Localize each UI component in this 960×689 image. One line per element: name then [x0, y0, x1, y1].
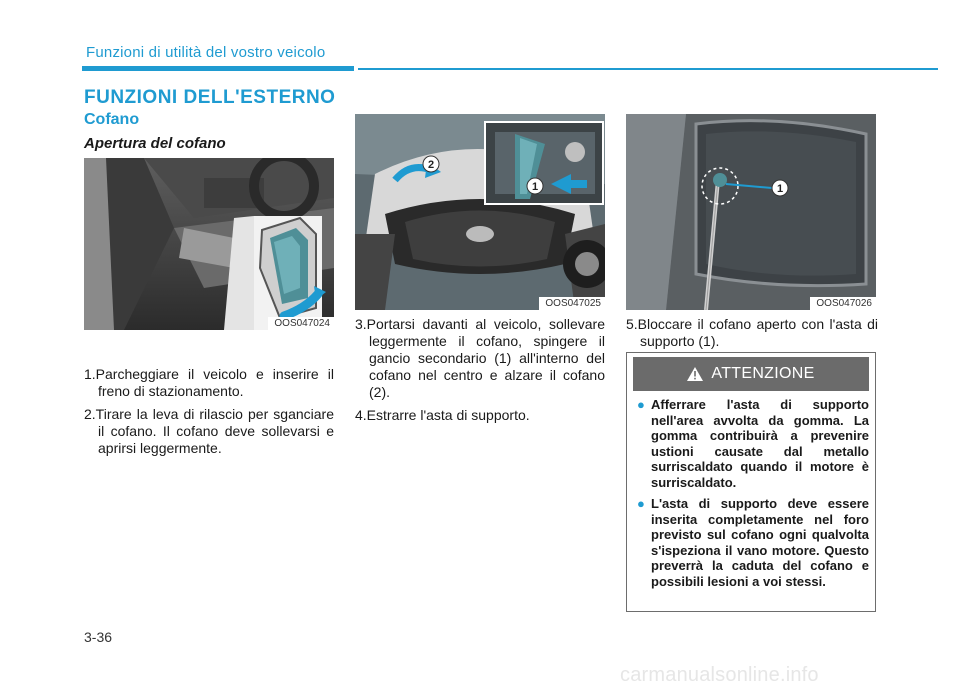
- main-title: FUNZIONI DELL'ESTERNO: [84, 87, 336, 108]
- figure-hood-support-rod: [626, 114, 876, 310]
- step-5: 5.Bloccare il cofano aperto con l'asta di supporto (1).: [626, 316, 878, 349]
- callout-1: 1: [531, 181, 539, 193]
- hood-release-lever-illustration: [84, 158, 334, 330]
- callout-1: 1: [776, 183, 784, 195]
- figure-code: OOS047026: [810, 297, 876, 310]
- warning-box: [626, 352, 876, 612]
- bullet-icon: ●: [637, 496, 645, 511]
- watermark: carmanualsonline.info: [620, 664, 819, 686]
- step-4: 4.Estrarre l'asta di supporto.: [355, 407, 530, 423]
- warning-triangle-icon: [687, 367, 703, 381]
- callout-2: 2: [427, 159, 435, 171]
- step-1: 1.Parcheggiare il veicolo e inserire il freno di stazionamento.: [84, 366, 334, 399]
- warning-title: ATTENZIONE: [711, 365, 815, 382]
- support-rod-illustration: [626, 114, 876, 310]
- figure-hood-release-lever: [84, 158, 334, 330]
- warning-item: [637, 397, 869, 490]
- figure-code: OOS047025: [539, 297, 605, 310]
- vehicle-front-illustration: [355, 114, 605, 310]
- chapter-header: Funzioni di utilità del vostro veicolo: [86, 44, 326, 61]
- step-3: 3.Portarsi davanti al veicolo, sollevare leggermente il cofano, spingere il gancio secondario (1) all'interno del cofano nel centro e alzare il cofano (2).: [355, 316, 605, 400]
- warning-item-text: Afferrare l'asta di supporto nell'area avvolta da gomma. La gomma contribuirà a prevenire ustioni causate dal metallo surriscaldato quando il motore è surriscaldato.: [651, 397, 869, 490]
- figure-hood-secondary-latch: [355, 114, 605, 310]
- warning-body: [637, 397, 869, 595]
- warning-header: [633, 357, 869, 391]
- figure-code: OOS047024: [268, 317, 334, 330]
- header-rule-thick: [82, 66, 354, 71]
- procedure-title: Apertura del cofano: [84, 135, 226, 152]
- page-number: 3-36: [84, 629, 113, 645]
- steps-column-3: [626, 316, 878, 356]
- steps-column-2: [355, 316, 605, 430]
- bullet-icon: ●: [637, 397, 645, 412]
- warning-item-text: L'asta di supporto deve essere inserita completamente nel foro previsto sul cofano ogni qualvolta s'ispeziona il vano motore. Questo preverrà la caduta del cofano e possibili lesioni a voi stessi.: [651, 496, 869, 589]
- warning-item: [637, 496, 869, 589]
- header-rule-thin: [358, 68, 938, 70]
- step-2: 2.Tirare la leva di rilascio per sganciare il cofano. Il cofano deve sollevarsi e aprirsi leggermente.: [84, 406, 334, 456]
- steps-column-1: [84, 366, 334, 463]
- subsection-title: Cofano: [84, 111, 140, 128]
